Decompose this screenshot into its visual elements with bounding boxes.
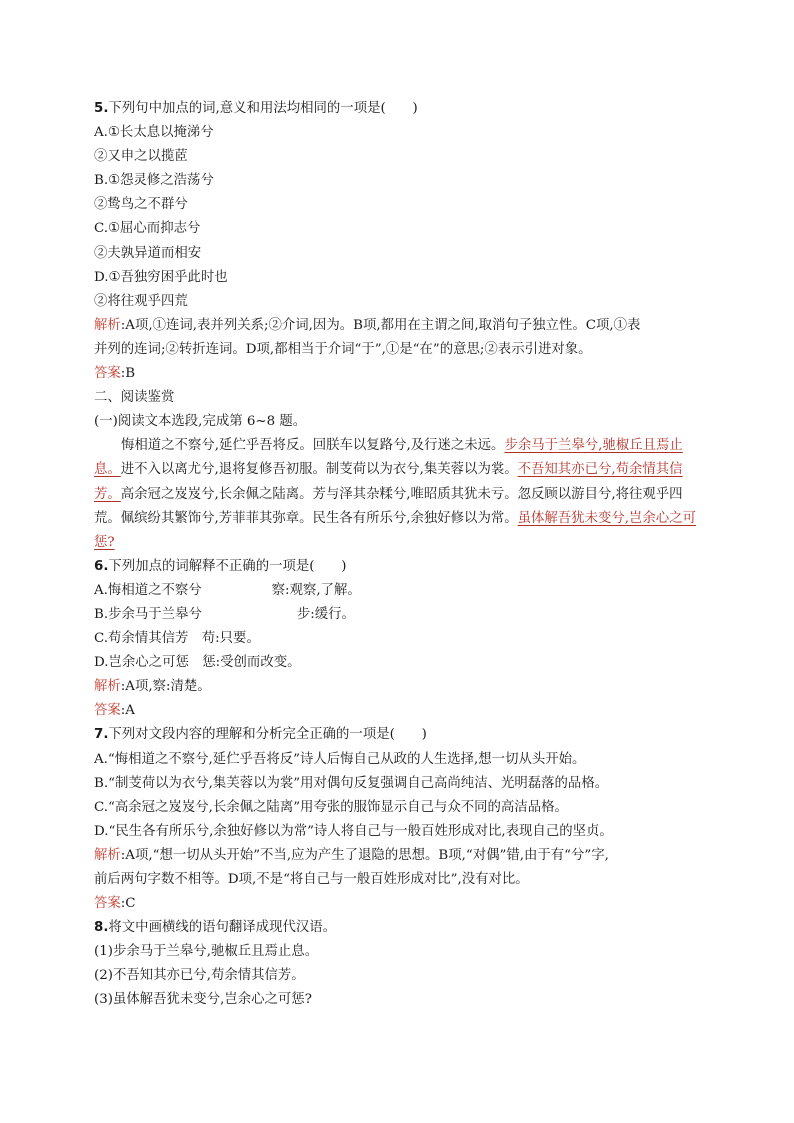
option-d2: ②将往观乎四荒 <box>94 293 188 309</box>
question-number: 7. <box>94 727 109 743</box>
question-8-stem <box>94 916 704 940</box>
option-b2: ②鸷鸟之不群兮 <box>94 197 188 213</box>
option-b1: B.①怨灵修之浩荡兮 <box>94 173 214 189</box>
answer-value: :C <box>120 896 136 912</box>
translation-item-3: (3)虽体解吾犹未变兮,岂余心之可惩? <box>94 992 312 1008</box>
option-a2: ②又申之以揽茝 <box>94 149 188 165</box>
option-d: D.岂余心之可惩 惩:受创而改变。 <box>94 655 301 671</box>
answer-value: :A <box>120 703 135 719</box>
analysis-text: :A项,察:清楚。 <box>120 679 211 695</box>
question-number: 6. <box>94 558 109 574</box>
option-b: B.“制芰荷以为衣兮,集芙蓉以为裳”用对偶句反复强调自己高尚纯洁、光明磊落的品格。 <box>94 775 609 791</box>
option-a <box>94 579 704 603</box>
option-a1: A.①长太息以掩涕兮 <box>94 125 214 141</box>
analysis <box>94 844 704 868</box>
question-5-stem <box>94 97 704 121</box>
analysis-label: 解析 <box>94 317 121 333</box>
question-7-stem <box>94 723 704 747</box>
analysis-cont: 并列的连词;②转折连词。D项,都相当于介词“于”,①是“在”的意思;②表示引进对象。 <box>94 341 592 357</box>
question-text: 下列句中加点的词,意义和用法均相同的一项是( ) <box>108 101 418 116</box>
underlined-sentence-3: 虽体解吾犹未变兮,岂余心之可惩? <box>94 510 696 550</box>
underlined-sentence-2: 不吾知其亦已兮,苟余情其信芳。 <box>94 462 683 502</box>
section-heading: 二、阅读鉴赏 <box>94 390 175 406</box>
question-text: 下列对文段内容的理解和分析完全正确的一项是( ) <box>108 727 427 743</box>
passage-text: 进不入以离尤兮,退将复修吾初服。制芰荷以为衣兮,集芙蓉以为裳。 <box>120 462 518 478</box>
passage-text: 高余冠之岌岌兮,长余佩之陆离。芳与泽其杂糅兮,唯昭质其犹未亏。忽反顾以游目兮,将往观乎四荒。佩缤纷其繁饰兮,芳菲菲其弥章。民生各有所乐兮,余独好修以为常。 <box>94 486 683 526</box>
option-text: A.悔相道之不察兮 <box>94 582 202 598</box>
analysis <box>94 675 704 699</box>
analysis-cont: 前后两句字数不相等。D项,不是“将自己与一般百姓形成对比”,没有对比。 <box>94 872 529 887</box>
analysis-label: 解析 <box>94 679 121 695</box>
option-d1: D.①吾独穷困乎此时也 <box>94 269 228 285</box>
question-number: 8. <box>94 920 109 936</box>
underlined-sentence-1: 步余马于兰皋兮,驰椒丘且焉止息。 <box>94 438 683 478</box>
option-c: C.苟余情其信芳 苟:只要。 <box>94 631 260 647</box>
translation-item-1: (1)步余马于兰皋兮,驰椒丘且焉止息。 <box>94 944 319 960</box>
option-b <box>94 603 704 627</box>
answer <box>94 362 704 386</box>
option-a: A.“悔相道之不察兮,延伫乎吾将反”诗人后悔自己从政的人生选择,想一切从头开始。 <box>94 751 586 767</box>
answer <box>94 699 704 723</box>
option-c1: C.①屈心而抑志兮 <box>94 221 201 237</box>
option-c: C.“高余冠之岌岌兮,长余佩之陆离”用夸张的服饰显示自己与众不同的高洁品格。 <box>94 799 568 815</box>
answer-label: 答案 <box>94 366 121 382</box>
option-explanation: 步:缓行。 <box>296 606 355 622</box>
analysis-text: :A项,①连词,表并列关系;②介词,因为。B项,都用在主谓之间,取消句子独立性。C项,①表 <box>120 317 641 333</box>
question-text: 下列加点的词解释不正确的一项是( ) <box>108 558 347 574</box>
question-6-stem <box>94 555 704 579</box>
analysis-text: :A项,“想一切从头开始”不当,应为产生了退隐的思想。B项,“对偶”错,由于有“兮”字, <box>120 847 609 863</box>
analysis <box>94 314 704 338</box>
question-number: 5. <box>94 101 109 116</box>
option-d: D.“民生各有所乐兮,余独好修以为常”诗人将自己与一般百姓形成对比,表现自己的坚贞。 <box>94 823 613 839</box>
passage-text: 悔相道之不察兮,延伫乎吾将反。回朕车以复路兮,及行迷之未远。 <box>121 438 505 454</box>
option-c2: ②夫孰异道而相安 <box>94 245 202 261</box>
analysis-label: 解析 <box>94 847 121 863</box>
translation-item-2: (2)不吾知其亦已兮,苟余情其信芳。 <box>94 968 305 984</box>
answer-label: 答案 <box>94 896 121 912</box>
question-text: 将文中画横线的语句翻译成现代汉语。 <box>108 920 337 936</box>
document-content <box>94 97 704 1013</box>
passage <box>94 434 704 554</box>
answer-value: :B <box>120 366 136 382</box>
answer <box>94 892 704 916</box>
option-explanation: 察:观察,了解。 <box>271 582 361 598</box>
option-text: B.步余马于兰皋兮 <box>94 606 202 622</box>
answer-label: 答案 <box>94 703 121 719</box>
section-subheading: (一)阅读文本选段,完成第 6~8 题。 <box>94 414 307 430</box>
